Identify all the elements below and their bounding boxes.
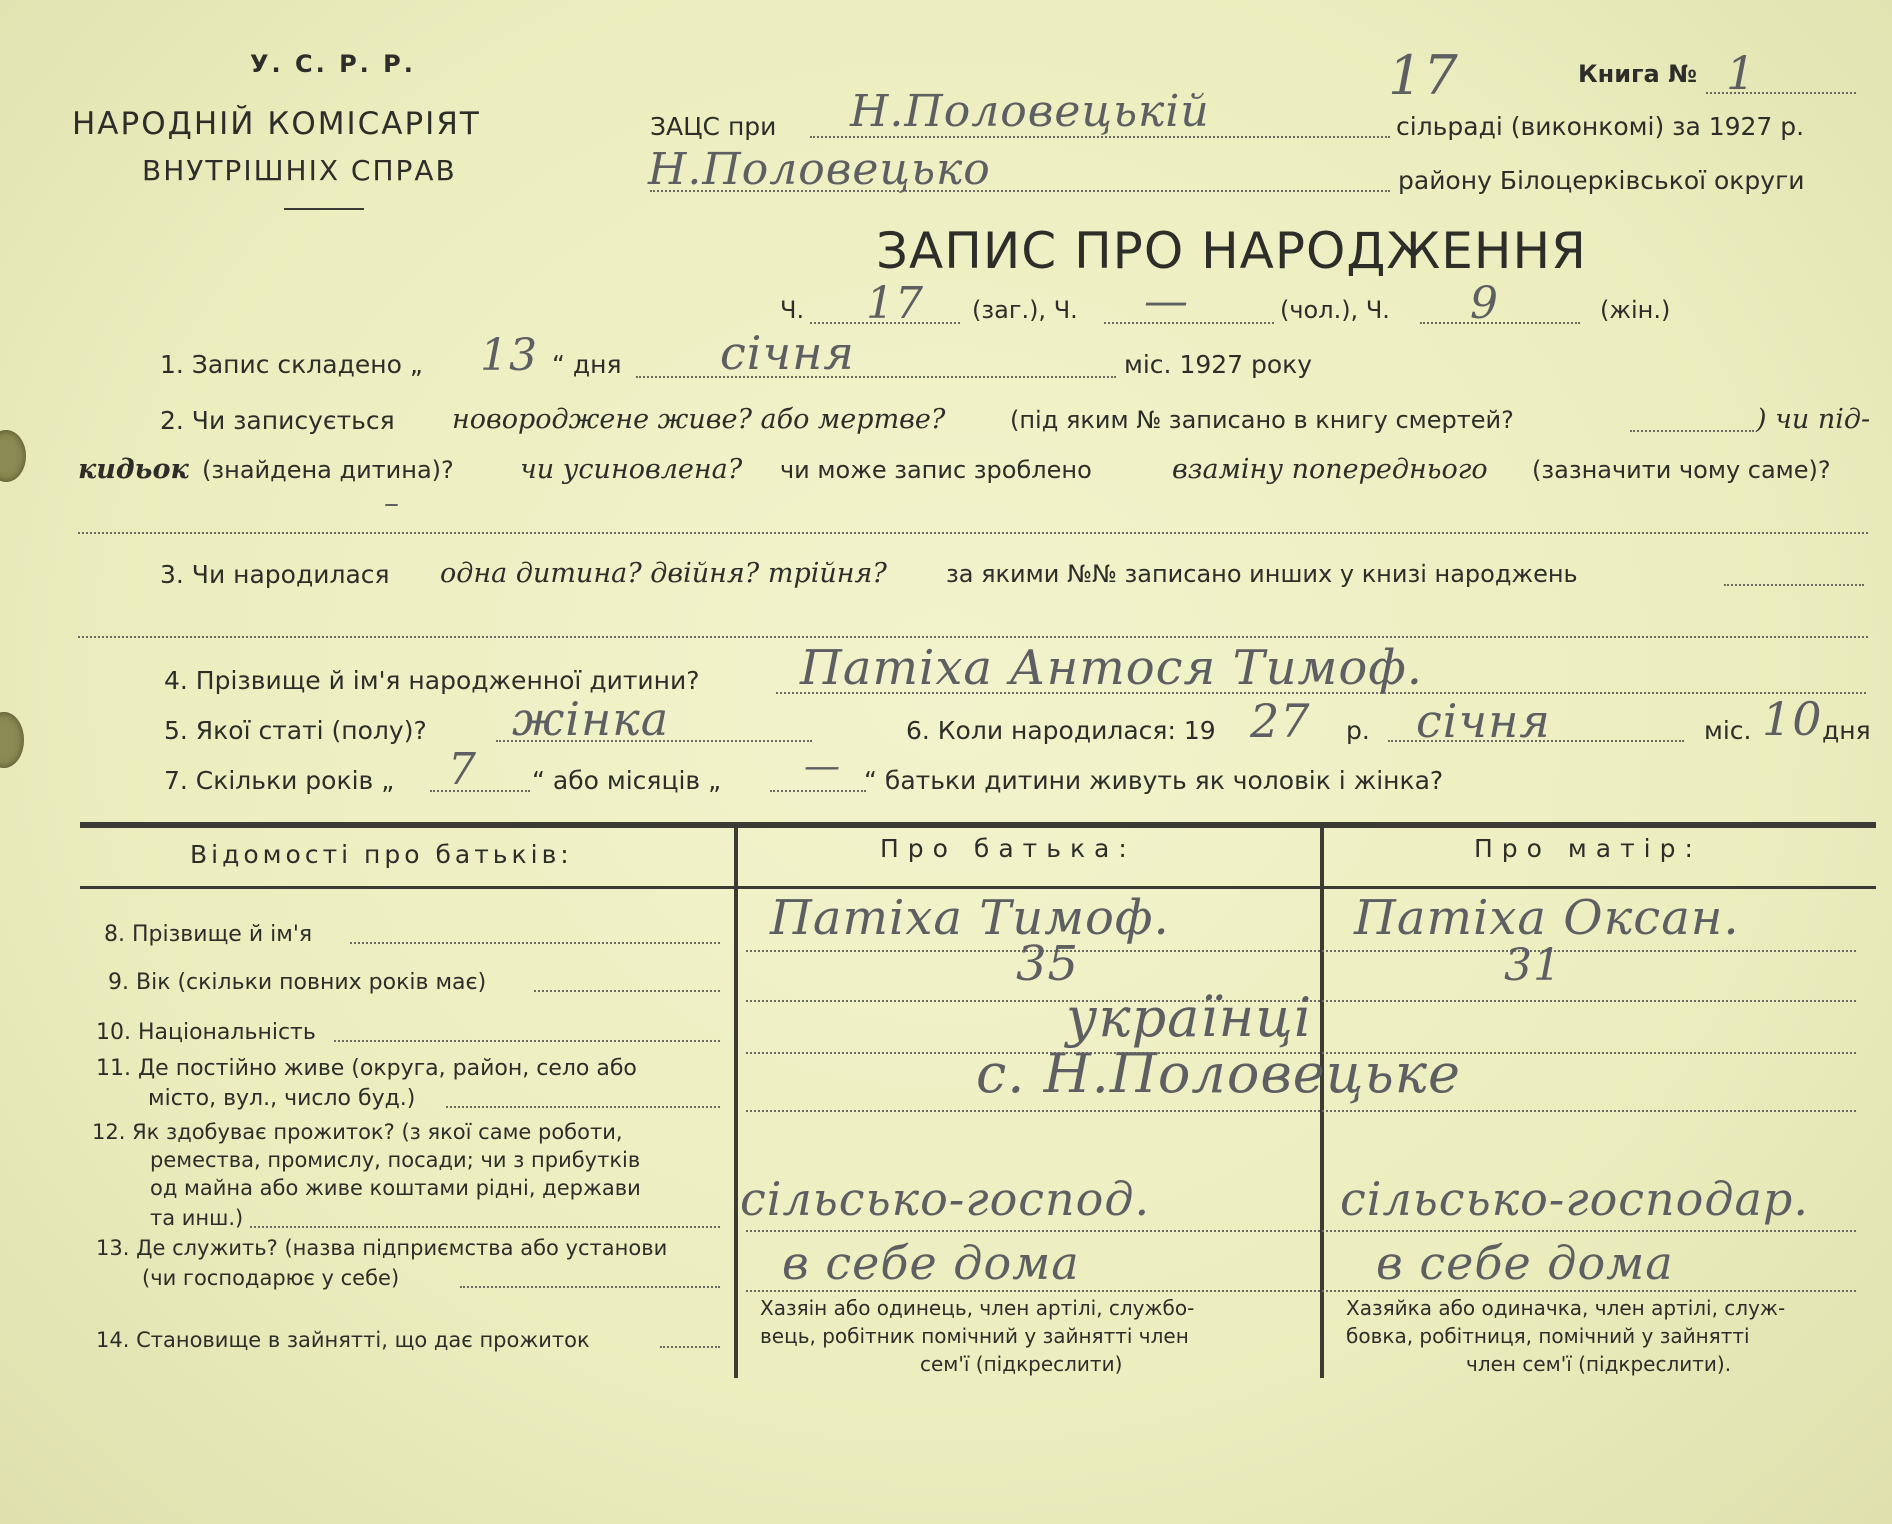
row-12-label-4: та инш.) — [150, 1206, 244, 1230]
mother-name-hw: Патіха Оксан. — [1354, 890, 1740, 946]
row-14-label: 14. Становище в зайнятті, що дає прожиток — [96, 1328, 590, 1352]
row-9-label: 9. Вік (скільки повних років має) — [108, 970, 487, 995]
item-6-r: р. — [1346, 716, 1370, 745]
row-11-line — [746, 1110, 1856, 1112]
book-number-line — [1706, 92, 1856, 94]
item-3-other-numbers: за якими №№ записано инших у книзі народжень — [946, 560, 1578, 588]
item-2-line — [78, 532, 1868, 534]
item-2-live-dead: новороджене живе? або мертве? — [452, 404, 946, 435]
total-number-hw: 17 — [866, 278, 924, 329]
district-label: району Білоцерківської округи — [1398, 166, 1805, 195]
item-4-line — [776, 692, 1866, 694]
row-8-line — [746, 950, 1856, 952]
zags-label: ЗАЦС при — [650, 112, 777, 141]
district-line — [650, 190, 1390, 192]
row-10-leader — [334, 1040, 720, 1042]
row-13-line — [746, 1290, 1856, 1292]
row-10-label: 10. Національність — [96, 1020, 316, 1045]
item-4-label: 4. Прізвище й ім'я народженної дитини? — [164, 666, 700, 695]
item-6-dnya: дня — [1822, 716, 1871, 745]
item-7-months-line — [770, 790, 866, 792]
row-12-line — [746, 1230, 1856, 1232]
mother-workplace-hw: в себе дома — [1376, 1236, 1674, 1290]
item-7-suffix: “ батьки дитини живуть як чоловік і жінка? — [864, 766, 1444, 795]
row-12-leader — [250, 1226, 720, 1228]
item-2-death-book: (під яким № записано в книгу смертей? — [1010, 406, 1514, 434]
male-number-line — [1104, 322, 1274, 324]
item-6-month-line — [1388, 740, 1684, 742]
father-status-note-3: сем'ї (підкреслити) — [920, 1352, 1123, 1376]
item-1-suffix: міс. 1927 року — [1124, 350, 1313, 379]
item-2-record-made: чи може запис зроблено — [780, 456, 1092, 484]
district-hw: Н.Половецько — [648, 144, 991, 195]
binder-hole-bottom — [0, 712, 24, 768]
row-12-label-2: ремества, промислу, посади; чи з прибутків — [150, 1148, 641, 1172]
item-7-years-hw: 7 — [448, 744, 477, 795]
item-7-months-hw: — — [804, 746, 841, 787]
table-header-rule — [80, 886, 1876, 889]
father-age-hw: 35 — [1016, 936, 1080, 992]
item-3-line-1 — [1724, 584, 1864, 586]
row-11-label-2: місто, вул., число буд.) — [148, 1086, 416, 1111]
item-2-specify: (зазначити чому саме)? — [1532, 456, 1831, 484]
item-1-label: 1. Запис складено „ — [160, 350, 423, 379]
item-3-label: 3. Чи народилася — [160, 560, 390, 589]
row-8-leader — [350, 942, 720, 944]
item-2-death-line — [1630, 430, 1754, 432]
village-line — [810, 136, 1390, 138]
row-8-label: 8. Прізвище й ім'я — [104, 922, 313, 947]
item-1-month-line — [636, 376, 1116, 378]
father-name-hw: Патіха Тимоф. — [770, 890, 1170, 946]
residence-hw: с. Н.Половецьке — [976, 1042, 1461, 1105]
item-2-found-child: (знайдена дитина)? — [202, 456, 454, 484]
header-divider — [284, 208, 364, 210]
father-occupation-hw: сільсько-господ. — [740, 1172, 1151, 1226]
item-6-mis: міс. — [1704, 716, 1752, 745]
binder-hole-top — [0, 430, 26, 482]
item-2-replacement: взаміну попереднього — [1172, 454, 1488, 485]
item-5-sex-hw: жінка — [512, 692, 670, 746]
row-13-label-1: 13. Де служить? (назва підприємства або установи — [96, 1236, 668, 1260]
total-label: (заг.), Ч. — [972, 296, 1078, 324]
item-7-label: 7. Скільки років „ — [164, 766, 395, 795]
item-7-mid: “ або місяців „ — [532, 766, 722, 795]
book-number-hw: 1 — [1726, 46, 1757, 100]
item-3-line-2 — [78, 636, 1868, 638]
number-ch-label: Ч. — [780, 296, 805, 324]
father-status-note-1: Хазяін або одинець, член артілі, службо- — [760, 1296, 1195, 1320]
col-header-father: Про батька: — [880, 834, 1136, 863]
total-number-line — [810, 322, 960, 324]
father-status-note-2: вець, робітник помічний у зайнятті член — [760, 1324, 1189, 1348]
item-3-one-twins: одна дитина? двійня? трійня? — [440, 558, 887, 589]
item-6-year-hw: 27 — [1250, 694, 1311, 748]
item-1-day-hw: 13 — [480, 330, 538, 381]
female-number-line — [1420, 322, 1580, 324]
record-number-hw: 17 — [1388, 44, 1459, 107]
item-7-years-line — [430, 790, 530, 792]
item-1-month-hw: січня — [720, 326, 855, 380]
row-11-leader — [446, 1106, 720, 1108]
item-2-label: 2. Чи записується — [160, 406, 395, 435]
item-4-child-name-hw: Патіха Антося Тимоф. — [800, 640, 1424, 696]
council-label: сільраді (виконкомі) за 1927 р. — [1396, 112, 1805, 141]
col-header-parents: Відомості про батьків: — [190, 840, 573, 869]
mother-status-note-2: бовка, робітниця, помічний у зайнятті — [1346, 1324, 1750, 1348]
female-number-hw: 9 — [1470, 278, 1499, 329]
mother-status-note-1: Хазяйка або одиначка, член артілі, служ- — [1346, 1296, 1786, 1320]
mother-status-note-3: член сем'ї (підкреслити). — [1466, 1352, 1732, 1376]
row-9-leader — [534, 990, 720, 992]
item-6-month-hw: січня — [1416, 694, 1551, 748]
commissariat-line-1: НАРОДНІЙ КОМІСАРІЯТ — [72, 106, 481, 142]
row-13-leader — [460, 1286, 720, 1288]
item-6-day-hw: 10 — [1762, 692, 1823, 746]
item-5-label: 5. Якої статі (полу)? — [164, 716, 427, 745]
male-number-hw: — — [1144, 276, 1189, 327]
commissariat-line-2: ВНУТРІШНІХ СПРАВ — [142, 154, 457, 187]
row-13-label-2: (чи господарює у себе) — [142, 1266, 400, 1290]
book-label: Книга № — [1578, 60, 1697, 88]
male-label: (чол.), Ч. — [1280, 296, 1390, 324]
nationality-hw: українці — [1066, 986, 1313, 1049]
item-2-dash-hw: – — [384, 486, 400, 521]
item-5-line — [496, 740, 812, 742]
mother-age-hw: 31 — [1504, 940, 1562, 991]
father-workplace-hw: в себе дома — [782, 1236, 1080, 1290]
table-top-rule — [80, 822, 1876, 828]
row-12-label-1: 12. Як здобуває прожиток? (з якої саме роботи, — [92, 1120, 623, 1144]
row-12-label-3: од майна або живе коштами рідні, держави — [150, 1176, 641, 1200]
item-6-label: 6. Коли народилася: 19 — [906, 716, 1216, 745]
col-header-mother: Про матір: — [1474, 834, 1702, 863]
table-divider-1 — [734, 822, 738, 1378]
item-2-foundling-2: кидьок — [78, 454, 189, 485]
item-2-adopted: чи усиновлена? — [520, 454, 743, 485]
female-label: (жін.) — [1600, 296, 1671, 324]
item-2-foundling-1: ) чи під- — [1756, 404, 1871, 435]
page-title: ЗАПИС ПРО НАРОДЖЕННЯ — [876, 222, 1587, 280]
row-11-label-1: 11. Де постійно живе (округа, район, село або — [96, 1056, 637, 1081]
item-1-day-suffix: “ дня — [552, 350, 622, 379]
village-hw: Н.Половецькій — [850, 86, 1210, 137]
mother-occupation-hw: сільсько-господар. — [1340, 1172, 1809, 1226]
republic-label: У. С. Р. Р. — [250, 50, 416, 78]
row-14-leader — [660, 1346, 720, 1348]
